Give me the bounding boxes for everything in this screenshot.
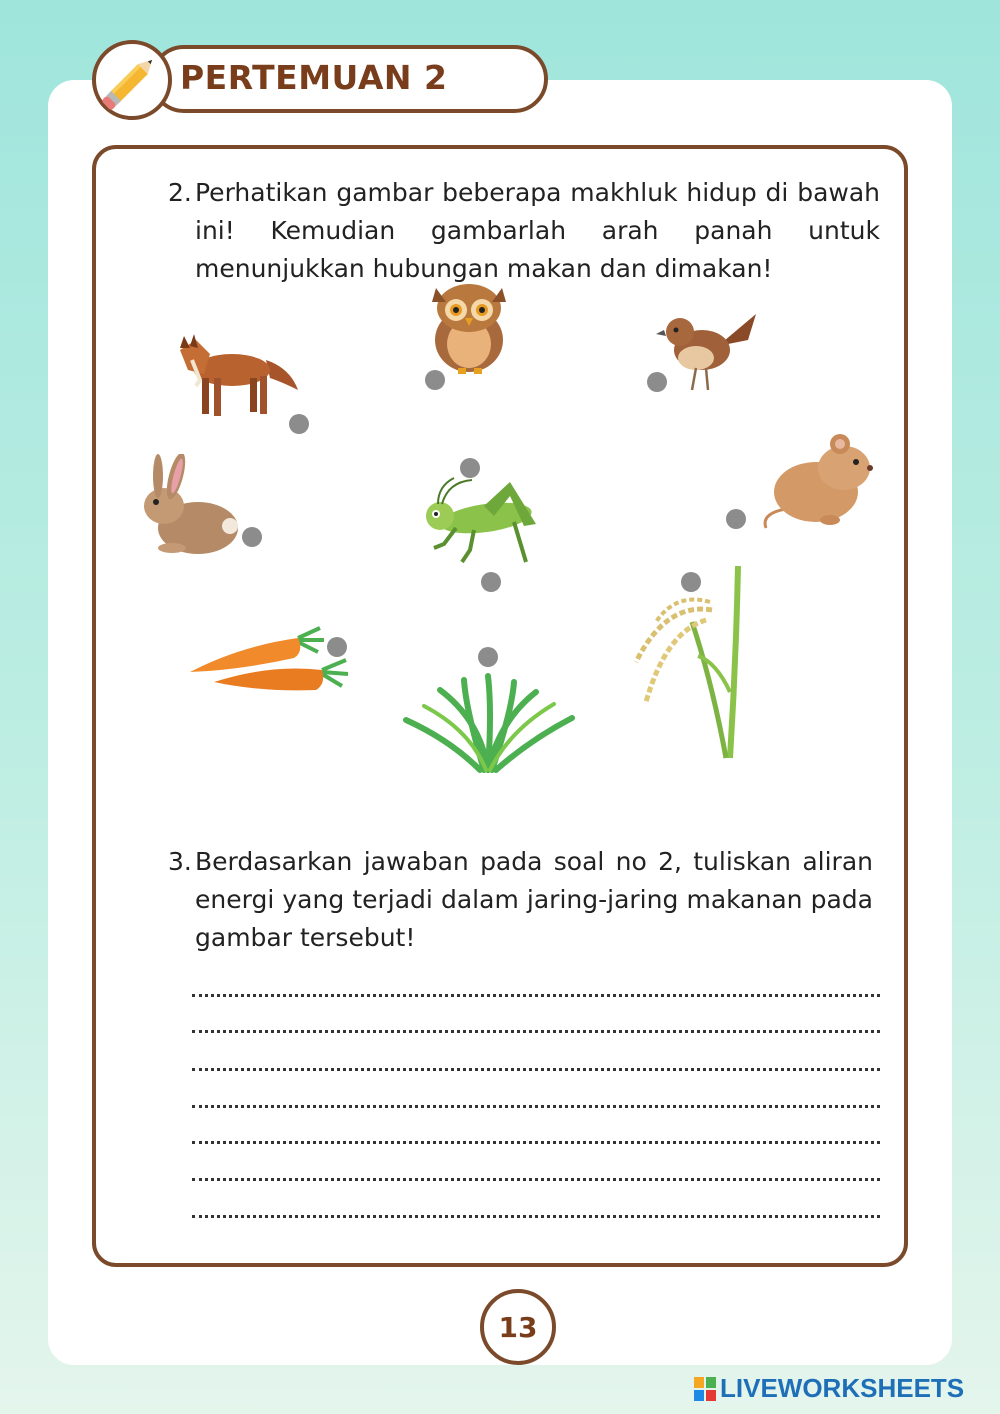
grasshopper-image xyxy=(414,476,542,568)
owl-image xyxy=(424,278,514,376)
owl-dot[interactable] xyxy=(425,370,445,390)
question-3-number: 3. xyxy=(168,847,192,876)
question-3-text: Berdasarkan jawaban pada soal no 2, tuliskan aliran energi yang terjadi dalam jaring-jaring makanan pada gambar tersebut! xyxy=(195,847,873,952)
rice-plant-dot[interactable] xyxy=(681,572,701,592)
bird-image xyxy=(656,310,762,394)
brand-name: LIVEWORKSHEETS xyxy=(720,1373,965,1403)
liveworksheets-logo-icon xyxy=(694,1377,716,1401)
mouse-image xyxy=(760,434,876,534)
answer-line-5[interactable] xyxy=(192,1141,880,1144)
page-number: 13 xyxy=(480,1289,556,1365)
question-2 xyxy=(168,174,880,288)
wolf-image xyxy=(170,330,302,422)
answer-line-7[interactable] xyxy=(192,1215,880,1218)
carrot-image xyxy=(190,626,350,698)
rice-plant-image xyxy=(626,562,748,762)
answer-line-2[interactable] xyxy=(192,1030,880,1033)
answer-line-1[interactable] xyxy=(192,994,880,997)
question-2-number: 2. xyxy=(168,178,192,207)
answer-line-6[interactable] xyxy=(192,1178,880,1181)
brand-watermark xyxy=(694,1373,964,1404)
rabbit-dot[interactable] xyxy=(242,527,262,547)
rabbit-image xyxy=(132,454,244,558)
answer-line-4[interactable] xyxy=(192,1105,880,1108)
answer-line-3[interactable] xyxy=(192,1068,880,1071)
carrot-dot[interactable] xyxy=(327,637,347,657)
grasshopper-top-dot[interactable] xyxy=(460,458,480,478)
wolf-dot[interactable] xyxy=(289,414,309,434)
grass-image xyxy=(400,670,576,774)
mouse-dot[interactable] xyxy=(726,509,746,529)
bird-dot[interactable] xyxy=(647,372,667,392)
question-3 xyxy=(168,843,873,957)
grasshopper-bottom-dot[interactable] xyxy=(481,572,501,592)
pencil-icon xyxy=(100,46,166,112)
question-2-text: Perhatikan gambar beberapa makhluk hidup di bawah ini! Kemudian gambarlah arah panah untuk menunjukkan hubungan makan dan dimakan! xyxy=(195,178,880,283)
page-title: PERTEMUAN 2 xyxy=(180,58,448,97)
grass-dot[interactable] xyxy=(478,647,498,667)
